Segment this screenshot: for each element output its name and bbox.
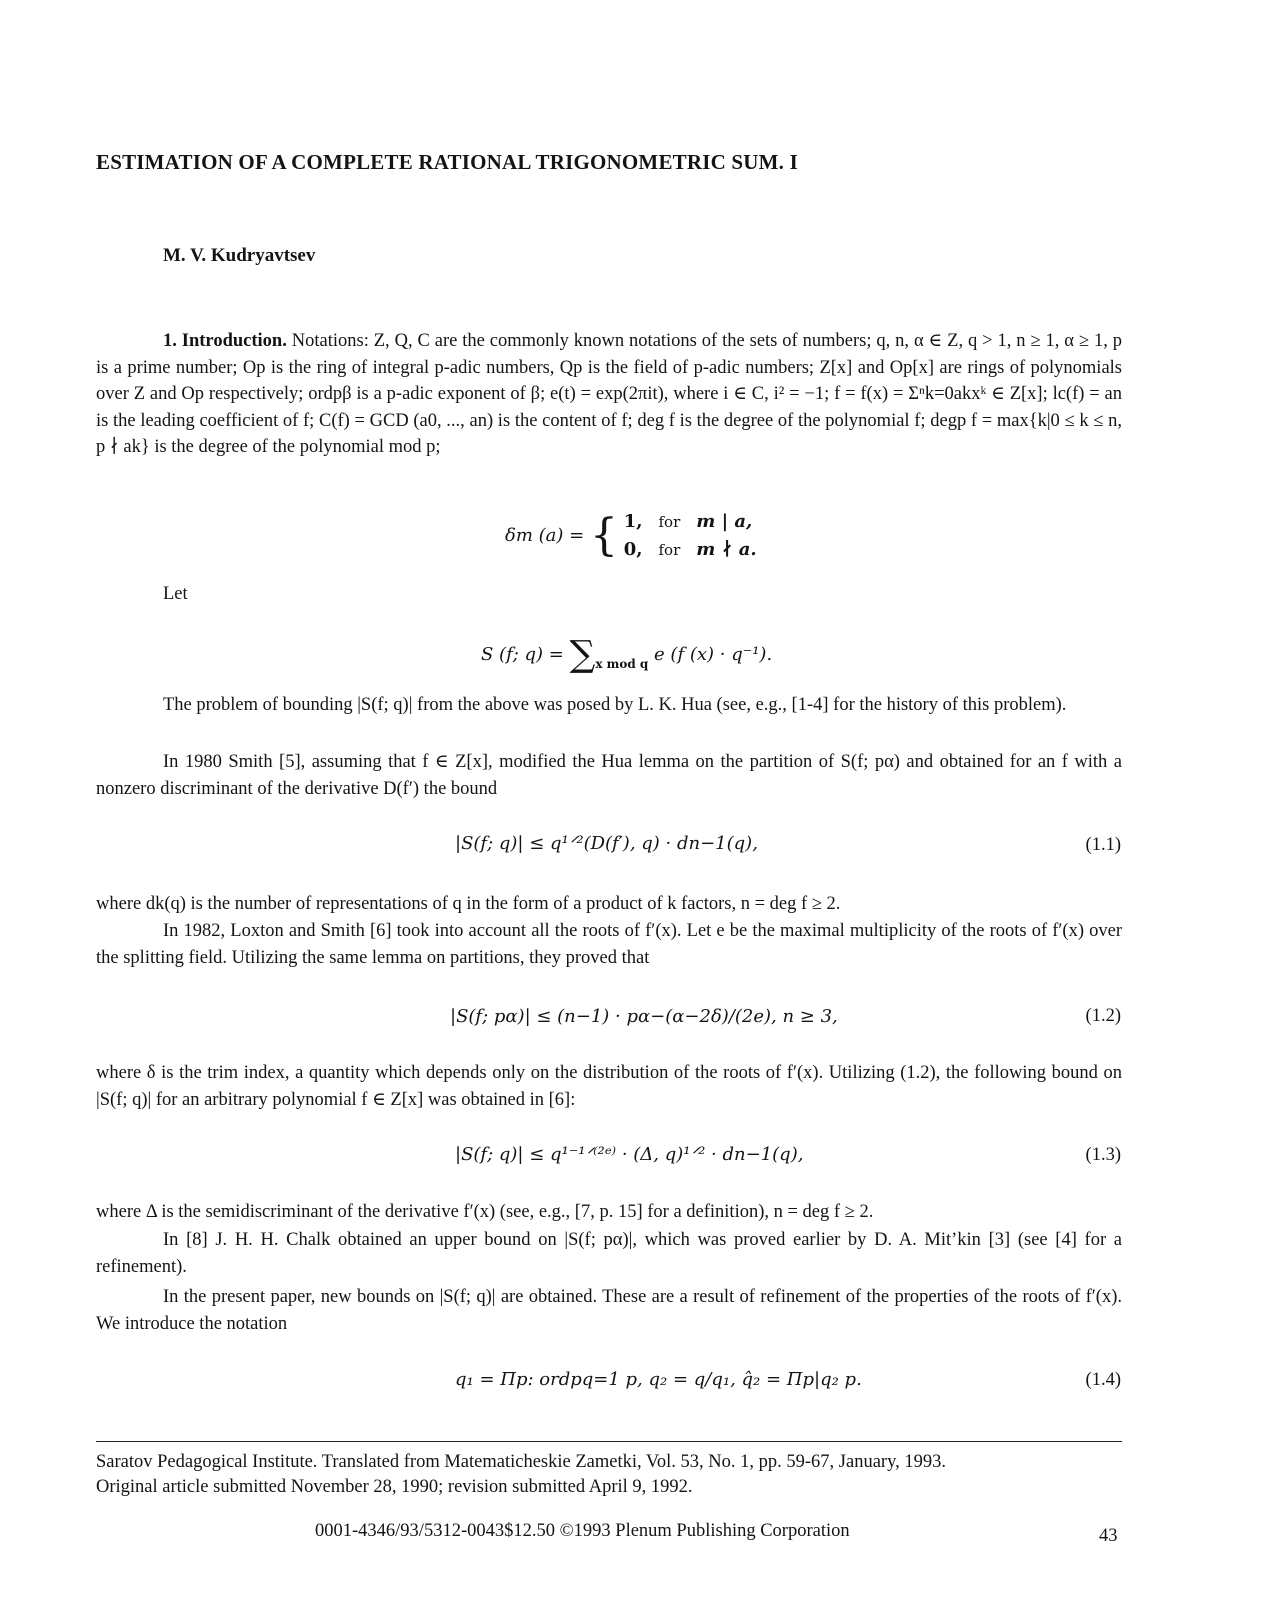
equation-1-3: |S(f; q)| ≤ q¹⁻¹ᐟ⁽²ᵉ⁾ · (Δ, q)¹ᐟ² · dn−1(q), (455, 1144, 804, 1165)
sum-equation (481, 634, 772, 675)
equation-1-1: |S(f; q)| ≤ q¹ᐟ²(D(f′), q) · dn−1(q), (455, 833, 758, 854)
paragraph-semidiscriminant-text: where Δ is the semidiscriminant of the derivative f′(x) (see, e.g., [7, p. 15] for a definition), n = deg f ≥ 2. (96, 1202, 874, 1222)
paragraph-dk-text: where dk(q) is the number of representations of q in the form of a product of k factors, n = deg f ≥ 2. (96, 894, 841, 914)
case1-value: 1, (623, 511, 643, 532)
paragraph-trim-index (96, 1060, 1122, 1113)
footnote-line-2: Original article submitted November 28, 1990; revision submitted April 9, 1992. (96, 1477, 693, 1497)
sum-subscript: x mod q (595, 657, 649, 671)
case2-value: 0, (623, 539, 643, 560)
case2-condition: m ∤ a. (696, 539, 757, 560)
equation-number-1-1: (1.1) (1085, 835, 1121, 855)
paragraph-chalk-text: In [8] J. H. H. Chalk obtained an upper bound on |S(f; pα)|, which was proved earlier by D. A. Mit’kin [3] (see [4] for a refinement). (96, 1230, 1122, 1277)
case1-for: for (658, 513, 681, 531)
let-word: Let (163, 584, 188, 604)
paragraph-present-text: In the present paper, new bounds on |S(f; q)| are obtained. These are a result of refinement of the properties of the roots of f′(x). We introduce the notation (96, 1287, 1122, 1334)
equation-1-2: |S(f; pα)| ≤ (n−1) · pα−(α−2δ)/(2e), n ≥ 3, (450, 1006, 838, 1027)
footnote (96, 1450, 1122, 1500)
paragraph-hua (96, 692, 1122, 719)
paragraph-loxton-text: In 1982, Loxton and Smith [6] took into account all the roots of f′(x). Let e be the maximal multiplicity of the roots of f′(x) over the splitting field. Utilizing the same lemma on partitions, they proved that (96, 921, 1122, 968)
case2-for: for (658, 541, 681, 559)
case1-condition: m | a, (696, 511, 753, 532)
paragraph-present (96, 1284, 1122, 1337)
article-title: ESTIMATION OF A COMPLETE RATIONAL TRIGONOMETRIC SUM. I (96, 150, 798, 174)
page-number: 43 (1099, 1526, 1118, 1546)
sigma-symbol: ∑ (569, 634, 596, 675)
paragraph-semidiscriminant (96, 1199, 1122, 1226)
delta-equation (505, 508, 757, 564)
equation-number-1-3: (1.3) (1085, 1145, 1121, 1165)
intro-heading: 1. Introduction. (163, 331, 287, 351)
paragraph-hua-text: The problem of bounding |S(f; q)| from the above was posed by L. K. Hua (see, e.g., [1-4] for the history of this problem). (163, 695, 1067, 715)
equation-number-1-4: (1.4) (1085, 1370, 1121, 1390)
equation-number-1-2: (1.2) (1085, 1006, 1121, 1026)
paragraph-dk (96, 891, 1122, 918)
intro-paragraph (96, 328, 1122, 461)
equation-1-4: q₁ = Πp: ordpq=1 p, q₂ = q/q₁, q̂₂ = Πp|q₂ p. (455, 1369, 862, 1390)
paragraph-chalk (96, 1227, 1122, 1280)
paragraph-loxton (96, 918, 1122, 971)
paragraph-trim-index-text: where δ is the trim index, a quantity which depends only on the distribution of the roots of f′(x). Utilizing (1.2), the following bound on |S(f; q)| for an arbitrary polynomial f ∈ Z[x] was obtained in [6]: (96, 1063, 1122, 1110)
left-brace: { (589, 510, 618, 561)
paragraph-smith-text: In 1980 Smith [5], assuming that f ∈ Z[x], modified the Hua lemma on the partition of S(f; pα) and obtained for an f with a nonzero discriminant of the derivative D(f′) the bound (96, 752, 1122, 799)
footnote-divider (96, 1441, 1122, 1442)
footnote-line-1: Saratov Pedagogical Institute. Translated from Matematicheskie Zametki, Vol. 53, No. 1, pp. 59-67, January, 1993. (96, 1452, 946, 1472)
sum-rhs: e (f (x) · q⁻¹). (654, 644, 773, 665)
delta-lhs: δm (a) = (505, 525, 585, 546)
copyright-line: 0001-4346/93/5312-0043$12.50 ©1993 Plenum Publishing Corporation (315, 1521, 850, 1541)
author-name: M. V. Kudryavtsev (163, 245, 316, 266)
intro-text: Notations: Z, Q, C are the commonly known notations of the sets of numbers; q, n, α ∈ Z, q > 1, n ≥ 1, α ≥ 1, p is a prime number; Op is the ring of integral p-adic numbers, Qp is the field of p-adic numbers; Z[x] and Op[x] are rings of polynomials over Z and Op respectively; ordpβ is a p-adic exponent of β; e(t) = exp(2πit), where i ∈ C, i² = −1; f = f(x) = Σⁿk=0akxᵏ ∈ Z[x]; lc(f) = an is the leading coefficient of f; C(f) = GCD (a0, ..., an) is the content of f; deg f is the degree of the polynomial f; degp f = max{k|0 ≤ k ≤ n, p ∤ ak} is the degree of the polynomial mod p; (96, 331, 1123, 457)
sum-lhs: S (f; q) = (481, 644, 564, 665)
delta-cases (624, 508, 757, 564)
paragraph-smith (96, 749, 1122, 802)
